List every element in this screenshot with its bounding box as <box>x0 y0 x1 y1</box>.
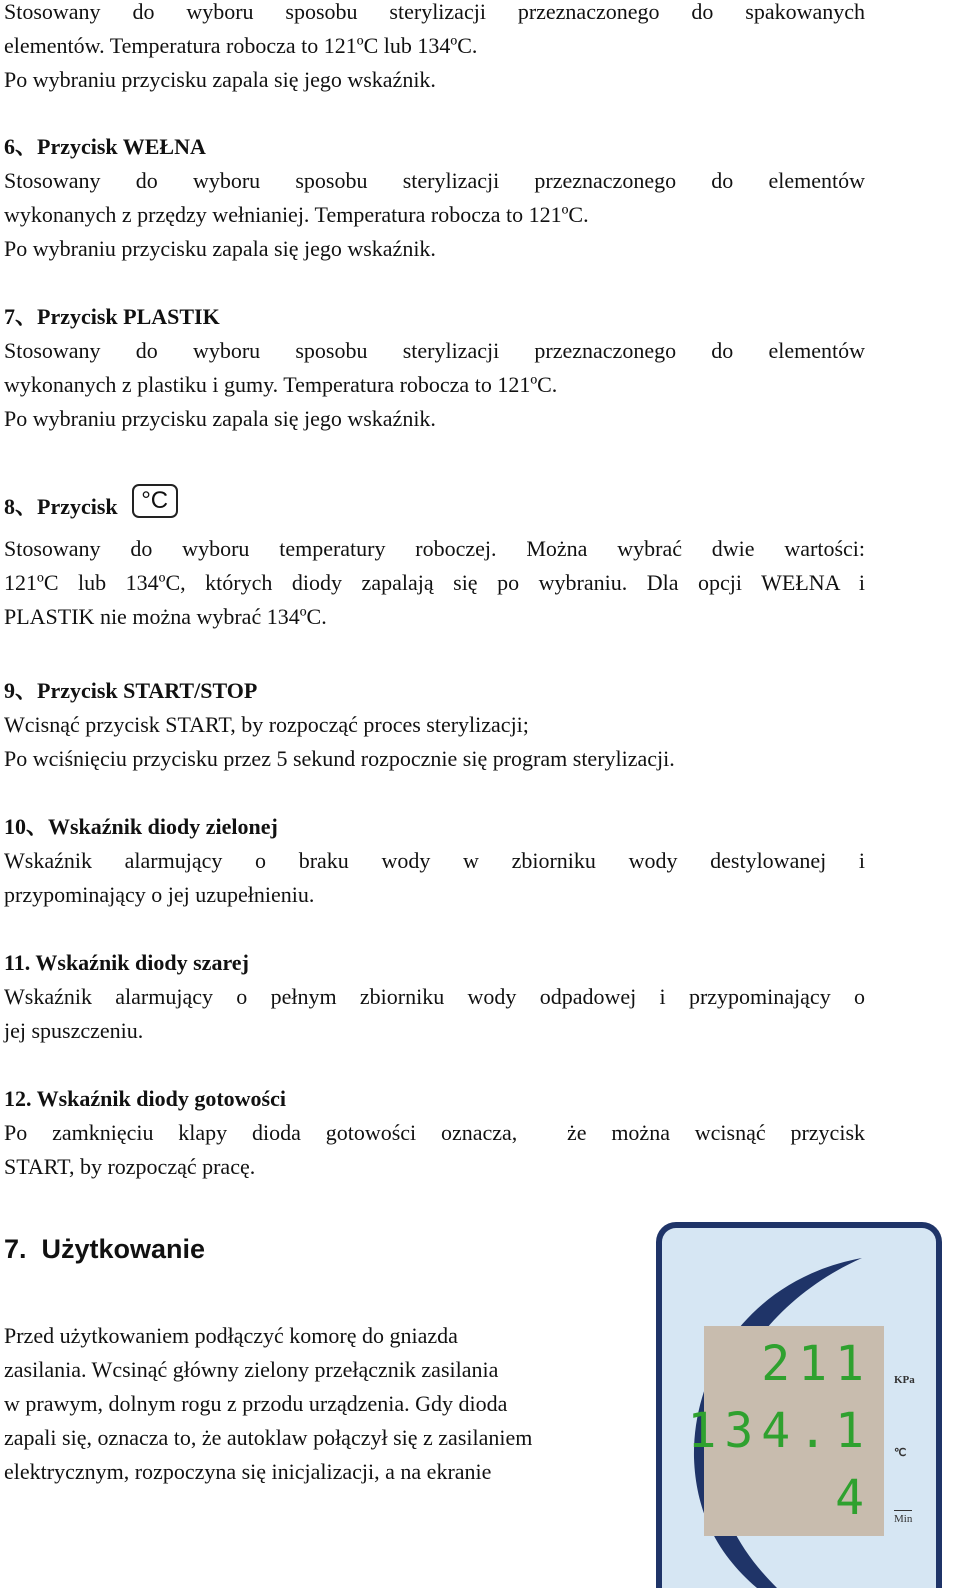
text-line: Wskaźnik alarmujący o braku wody w zbiorniku wody destylowanej i <box>4 848 865 873</box>
text-line: Stosowany do wyboru temperatury roboczej. Można wybrać dwie wartości: <box>4 536 865 561</box>
pressure-readout: 211 <box>761 1336 872 1392</box>
text-line: Po zamknięciu klapy dioda gotowości oznacza, że można wcisnąć przycisk <box>4 1120 865 1145</box>
temperature-unit: ℃ <box>894 1447 907 1459</box>
text-line: Stosowany do wyboru sposobu sterylizacji przeznaczonego do elementów <box>4 168 865 193</box>
chapter-paragraph <box>4 1319 634 1489</box>
text-line: Po wybraniu przycisku zapala się jego wskaźnik. <box>4 67 436 92</box>
text-line: jej spuszczeniu. <box>4 1018 144 1043</box>
section-heading: 12. Wskaźnik diody gotowości <box>4 1086 286 1111</box>
section-heading: 6、Przycisk WEŁNA <box>4 134 206 159</box>
section-ready-led <box>4 1082 865 1184</box>
text-line: Przed użytkowaniem podłączyć komorę do gniazda <box>4 1323 458 1348</box>
text-line: w prawym, dolnym rogu z przodu urządzenia. Gdy dioda <box>4 1391 508 1416</box>
text-line: PLASTIK nie można wybrać 134ºC. <box>4 604 327 629</box>
section-temperature-button <box>4 484 865 634</box>
temperature-readout: 134.1 <box>687 1403 872 1459</box>
chapter-title: 7. Użytkowanie <box>4 1234 206 1264</box>
section-heading: 10、Wskaźnik diody zielonej <box>4 814 278 839</box>
section-wool-button <box>4 130 865 266</box>
text-line: wykonanych z przędzy wełnianiej. Temperatura robocza to 121ºC. <box>4 202 589 227</box>
section-heading <box>4 484 865 532</box>
text-line: Po wybraniu przycisku zapala się jego wskaźnik. <box>4 406 436 431</box>
section-heading: 11. Wskaźnik diody szarej <box>4 950 249 975</box>
time-readout: 4 <box>835 1470 872 1526</box>
lcd-screen <box>687 1326 884 1536</box>
section-plastic-button <box>4 300 865 436</box>
text-line: START, by rozpocząć pracę. <box>4 1154 256 1179</box>
text-line: 121ºC lub 134ºC, których diody zapalają się po wybraniu. Dla opcji WEŁNA i <box>4 570 865 595</box>
text-line: zapali się, oznacza to, że autoklaw połączył się z zasilaniem <box>4 1425 533 1450</box>
text-line: Po wybraniu przycisku zapala się jego wskaźnik. <box>4 236 436 261</box>
text-line: Po wciśnięciu przycisku przez 5 sekund rozpocznie się program sterylizacji. <box>4 746 675 771</box>
section-grey-led <box>4 946 865 1048</box>
text-line: zasilania. Wcsinąć główny zielony przełącznik zasilania <box>4 1357 499 1382</box>
heading-text: 8、Przycisk <box>4 494 118 519</box>
autoclave-display-photo <box>656 1222 942 1588</box>
pressure-unit: KPa <box>894 1374 915 1386</box>
text-line: Wcisnąć przycisk START, by rozpocząć proces sterylizacji; <box>4 712 529 737</box>
text-line: przypominający o jej uzupełnieniu. <box>4 882 315 907</box>
time-unit: Min <box>894 1510 912 1525</box>
section-start-stop <box>4 674 865 776</box>
text-line: Stosowany do wyboru sposobu sterylizacji przeznaczonego do spakowanych <box>4 0 865 24</box>
text-line: wykonanych z plastiku i gumy. Temperatura robocza to 121ºC. <box>4 372 558 397</box>
section-heading: 7、Przycisk PLASTIK <box>4 304 220 329</box>
text-line: elementów. Temperatura robocza to 121ºC lub 134ºC. <box>4 33 478 58</box>
text-line: elektrycznym, rozpoczyna się inicjalizacji, a na ekranie <box>4 1459 492 1484</box>
celsius-button-icon: °C <box>132 484 178 518</box>
section-intro <box>4 0 865 97</box>
section-heading: 9、Przycisk START/STOP <box>4 678 258 703</box>
text-line: Stosowany do wyboru sposobu sterylizacji przeznaczonego do elementów <box>4 338 865 363</box>
section-green-led <box>4 810 865 912</box>
text-line: Wskaźnik alarmujący o pełnym zbiorniku wody odpadowej i przypominający o <box>4 984 865 1009</box>
